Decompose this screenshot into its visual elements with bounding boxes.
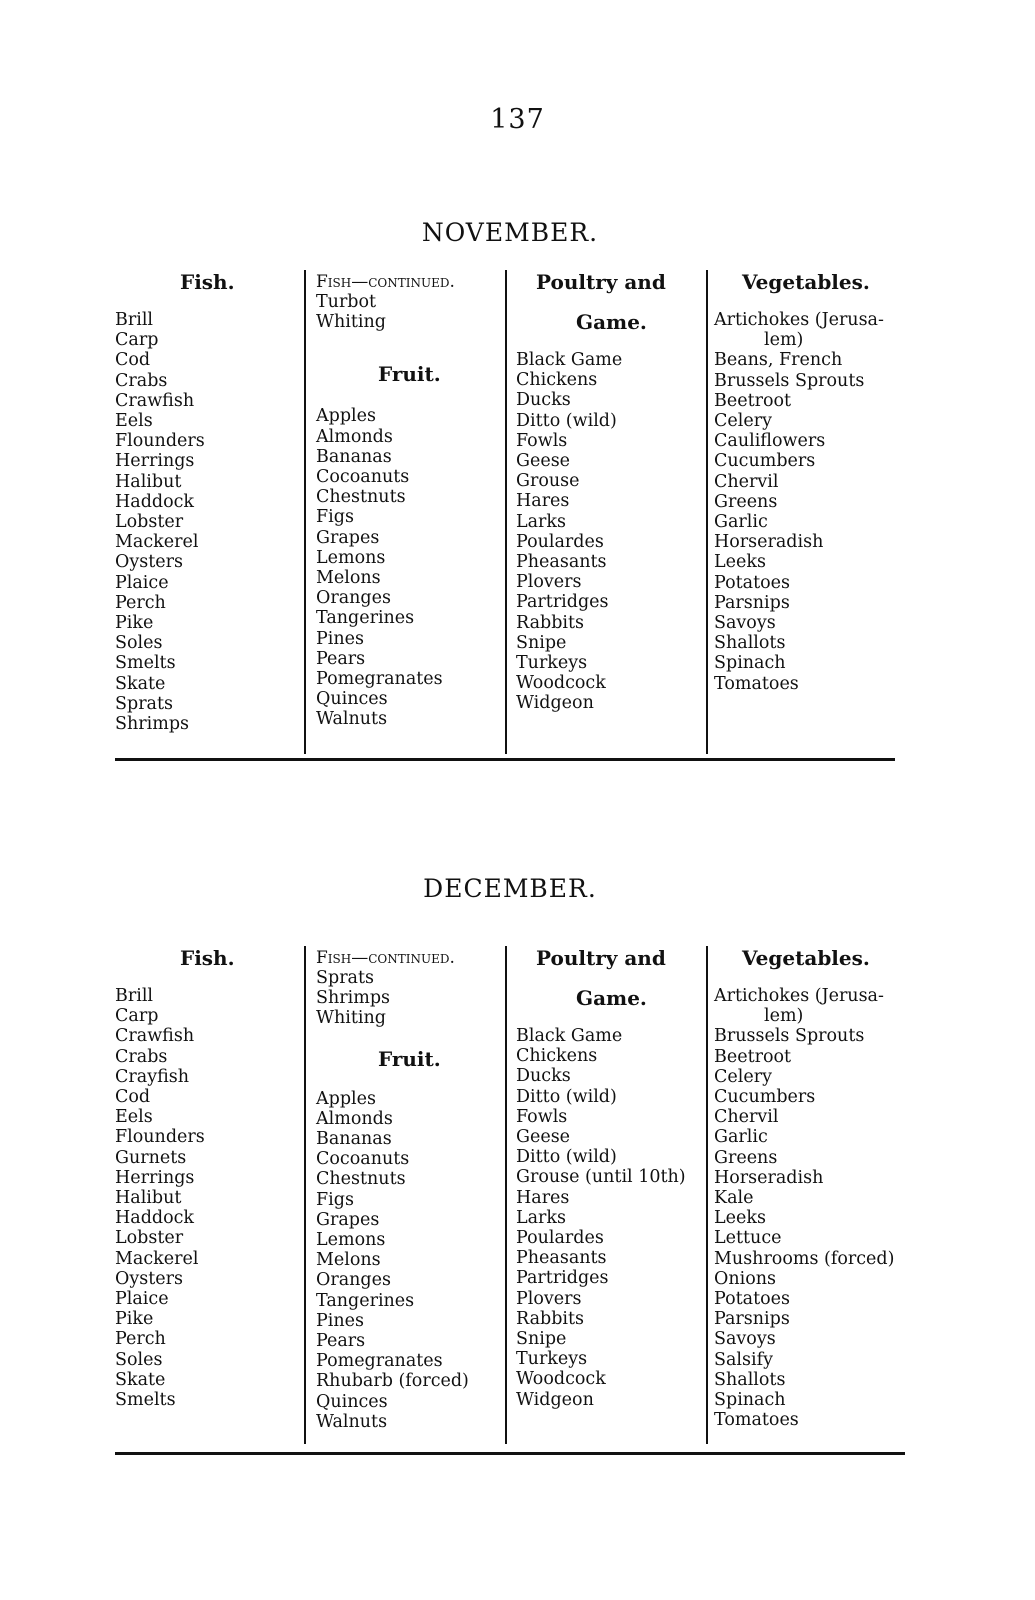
list-item: Potatoes [714,1289,790,1310]
list-item: Cucumbers [714,451,816,472]
list-item: Whiting [316,1008,386,1029]
list-item: Plaice [115,572,169,593]
december-fish-column [115,946,300,1410]
list-item: Tangerines [316,1290,415,1311]
column-divider [505,946,507,1444]
list-item: Cucumbers [714,1087,816,1108]
list-item: Widgeon [516,1389,594,1410]
list-item: Leeks [714,1208,766,1229]
list-item: Onions [714,1268,777,1289]
list-item: Apples [316,406,376,427]
list-item: Bananas [316,1129,392,1150]
list-item: Beetroot [714,1046,792,1067]
list-item: Crayfish [115,1066,189,1087]
november-fish-fruit-column [316,270,506,730]
poultry-heading-line1: Poultry and [536,270,666,294]
list-item: Figs [316,1189,354,1210]
list-item: Kale [714,1188,754,1209]
list-item: Geese [516,1127,571,1148]
column-divider [304,946,306,1444]
list-item: Greens [714,491,778,512]
list-item: Grouse (until 10th) [516,1167,686,1188]
list-item: Carp [115,330,159,351]
list-item: Oranges [316,588,391,609]
list-item: Walnuts [316,1411,388,1432]
list-item: Parsnips [714,592,790,613]
fish-continued-heading: Fish—continued. [316,948,455,968]
list-item: Skate [115,673,166,694]
list-item: Spinach [714,653,786,674]
list-item: Lemons [316,1230,386,1251]
list-item: Plaice [115,1289,169,1310]
list-item: Eels [115,1107,153,1128]
list-item: Ditto (wild) [516,1086,617,1107]
list-item: Fowls [516,1106,568,1127]
list-item: Grouse [516,471,580,492]
list-item: Brill [115,986,154,1006]
list-item: Lobster [115,512,184,533]
list-item: Ditto (wild) [516,1147,617,1168]
list-item: Crabs [115,1046,168,1067]
list-item: Brussels Sprouts [714,1026,865,1047]
list-item: Mushrooms (forced) [714,1248,895,1269]
list-item: Perch [115,1329,166,1350]
list-item: Grapes [316,1209,380,1230]
list-item: Cocoanuts [316,1149,410,1170]
list-item: Garlic [714,512,768,533]
list-item: Artichokes (Jerusa- [714,986,884,1006]
list-item: Melons [316,1250,381,1271]
list-item: Shallots [714,633,786,654]
list-item: Rabbits [516,1308,585,1329]
list-item: Snipe [516,1329,567,1350]
list-item: Woodcock [516,673,606,694]
column-divider [706,270,708,754]
list-item: Oysters [115,1268,183,1289]
fish-continued-heading: Fish—continued. [316,272,455,292]
list-item: Cod [115,350,151,371]
list-item: Skate [115,1369,166,1390]
list-item: Greens [714,1147,778,1168]
list-item: Plovers [516,1288,582,1309]
list-item: Halibut [115,471,182,492]
list-item: Horseradish [714,1167,824,1188]
list-item: Partridges [516,1268,609,1289]
list-item: Quinces [316,689,388,710]
list-item: Sprats [115,693,174,714]
list-item: Crawfish [115,390,195,411]
list-item: Almonds [316,1108,393,1129]
list-item: Crabs [115,370,168,391]
list-item: Turbot [316,292,377,312]
november-fish-column [115,270,300,734]
december-title: DECEMBER. [423,874,597,903]
november-vegetables-column [714,270,909,694]
list-item: Rabbits [516,612,585,633]
list-item: Turkeys [516,653,588,674]
list-item: Lettuce [714,1228,782,1249]
list-item: Chestnuts [316,1169,406,1190]
list-item: Ditto (wild) [516,410,617,431]
list-item: Sprats [316,968,375,988]
column-divider [505,270,507,754]
november-section [115,218,905,768]
list-item: Cauliflowers [714,431,826,452]
list-item: Carp [115,1006,159,1027]
list-item: Soles [115,1349,163,1370]
poultry-heading-line2: Game. [576,310,647,334]
list-item: lem) [764,1006,804,1027]
list-item: Pike [115,1309,154,1330]
list-item: Mackerel [115,1248,199,1269]
list-item: Horseradish [714,532,824,553]
list-item: Soles [115,633,163,654]
list-item: Hares [516,491,570,512]
column-divider [304,270,306,754]
list-item: Potatoes [714,572,790,593]
list-item: Halibut [115,1188,182,1209]
list-item: Figs [316,507,354,528]
list-item: Cocoanuts [316,467,410,488]
list-item: Black Game [516,350,623,370]
list-item: Pears [316,648,366,669]
list-item: Pheasants [516,552,607,573]
list-item: Walnuts [316,709,388,730]
list-item: Larks [516,1207,567,1228]
list-item: Fowls [516,430,568,451]
list-item: Garlic [714,1127,768,1148]
list-item: Savoys [714,613,776,634]
list-item: Chickens [516,1046,598,1067]
list-item: Cod [115,1087,151,1108]
list-item: Pines [316,628,364,649]
list-item: Pines [316,1310,364,1331]
list-item: Spinach [714,1390,786,1411]
list-item: Ducks [516,390,571,411]
fish-heading: Fish. [180,946,235,970]
list-item: Eels [115,411,153,432]
poultry-heading-line2: Game. [576,986,647,1010]
list-item: Plovers [516,572,582,593]
december-fish-fruit-column [316,946,506,1432]
list-item: Beetroot [714,390,792,411]
list-item: Lemons [316,547,386,568]
poultry-heading-line1: Poultry and [536,946,666,970]
list-item: Parsnips [714,1309,790,1330]
list-item: Hares [516,1187,570,1208]
list-item: Brill [115,310,154,330]
list-item: Lobster [115,1228,184,1249]
list-item: Savoys [714,1329,776,1350]
list-item: Oranges [316,1270,391,1291]
list-item: Artichokes (Jerusa- [714,310,884,330]
list-item: Black Game [516,1026,623,1046]
fish-heading: Fish. [180,270,235,294]
list-item: Chestnuts [316,487,406,508]
list-item: Bananas [316,446,392,467]
list-item: Snipe [516,632,567,653]
november-poultry-column [516,270,706,714]
list-item: Pike [115,613,154,634]
list-item: Grapes [316,527,380,548]
list-item: Woodcock [516,1369,606,1390]
list-item: Ducks [516,1066,571,1087]
list-item: Pomegranates [316,669,443,690]
page-number: 137 [490,104,545,135]
list-item: Poulardes [516,1228,604,1249]
list-item: Chervil [714,471,779,492]
list-item: Salsify [714,1349,773,1370]
fruit-heading: Fruit. [378,362,441,387]
december-poultry-column [516,946,706,1410]
section-rule [115,758,895,761]
list-item: Gurnets [115,1147,187,1168]
list-item: Oysters [115,552,183,573]
list-item: Poulardes [516,531,604,552]
december-vegetables-column [714,946,909,1430]
list-item: Shrimps [115,714,189,735]
list-item: Haddock [115,491,195,512]
vegetables-heading: Vegetables. [742,270,870,294]
list-item: Haddock [115,1208,195,1229]
list-item: Mackerel [115,532,199,553]
december-section [115,874,905,1474]
list-item: Crawfish [115,1026,195,1047]
list-item: Almonds [316,426,393,447]
november-title: NOVEMBER. [421,218,599,247]
list-item: Larks [516,511,567,532]
list-item: Quinces [316,1391,388,1412]
list-item: Flounders [115,431,205,452]
column-divider [706,946,708,1444]
list-item: Smelts [115,653,176,674]
list-item: Celery [714,411,772,432]
vegetables-heading: Vegetables. [742,946,870,970]
list-item: Herrings [115,1167,195,1188]
list-item: Rhubarb (forced) [316,1371,469,1392]
list-item: Apples [316,1088,376,1109]
list-item: Celery [714,1066,772,1087]
list-item: Tangerines [316,608,415,629]
list-item: Pheasants [516,1248,607,1269]
list-item: Whiting [316,312,386,333]
list-item: Chervil [714,1107,779,1128]
list-item: lem) [764,330,804,351]
list-item: Shallots [714,1369,786,1390]
list-item: Leeks [714,552,766,573]
list-item: Pears [316,1331,366,1352]
fruit-heading: Fruit. [378,1046,441,1071]
list-item: Geese [516,451,571,472]
list-item: Smelts [115,1390,176,1411]
list-item: Pomegranates [316,1351,443,1372]
list-item: Beans, French [714,350,843,371]
list-item: Tomatoes [714,673,799,694]
list-item: Turkeys [516,1349,588,1370]
list-item: Partridges [516,592,609,613]
list-item: Widgeon [516,693,594,714]
section-rule [115,1452,905,1455]
list-item: Brussels Sprouts [714,370,865,391]
list-item: Melons [316,568,381,589]
list-item: Herrings [115,451,195,472]
list-item: Flounders [115,1127,205,1148]
list-item: Shrimps [316,988,390,1009]
list-item: Chickens [516,370,598,391]
list-item: Tomatoes [714,1410,799,1431]
list-item: Perch [115,592,166,613]
